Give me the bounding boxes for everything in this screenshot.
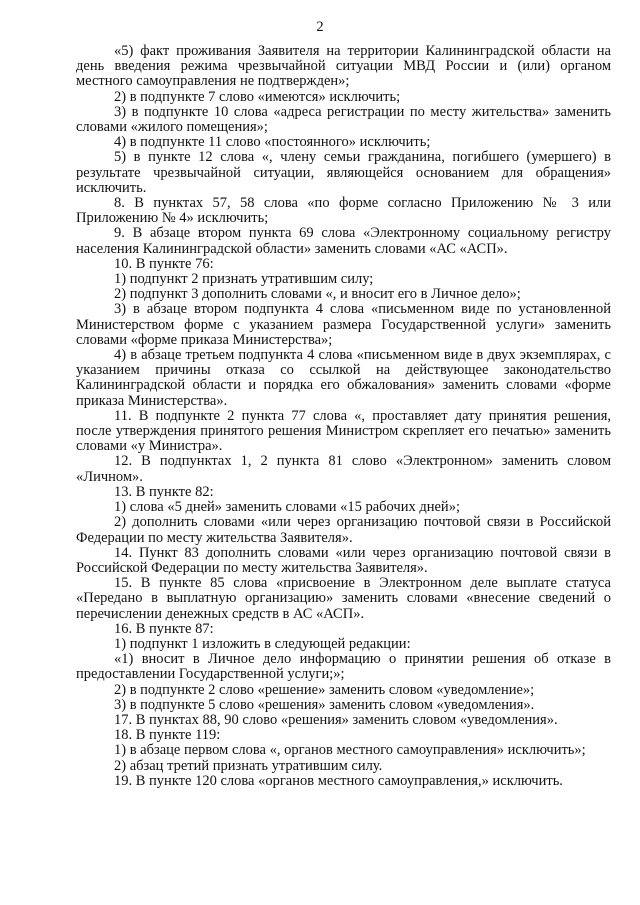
paragraph: «1) вносит в Личное дело информацию о принятии решения об отказе в предоставлении Государственной услуги;»; <box>76 651 611 683</box>
paragraph: 16. В пункте 87: <box>114 620 214 637</box>
paragraph: 11. В подпункте 2 пункта 77 слова «, проставляет дату принятия решения, после утверждения принятого решения Министром скрепляет его печатью» заменить словами «у Министра». <box>76 407 611 455</box>
paragraph: 10. В пункте 76: <box>114 255 214 272</box>
paragraph: 5) в пункте 12 слова «, члену семьи гражданина, погибшего (умершего) в результате чрезвычайной ситуации, являющейся основанием для обращения» исключить. <box>76 149 611 196</box>
paragraph: 2) дополнить словами «или через организацию почтовой связи в Российской Федерации по месту жительства Заявителя». <box>76 514 611 546</box>
document-body <box>76 44 611 789</box>
paragraph: «5) факт проживания Заявителя на территории Калининградской области на день введения режима чрезвычайной ситуации МВД России и (или) органом местного самоуправления не подтвержден»; <box>76 43 611 90</box>
paragraph: 1) слова «5 дней» заменить словами «15 рабочих дней»; <box>114 499 460 516</box>
paragraph: 15. В пункте 85 слова «присвоение в Электронном деле выплате статуса «Передано в выплатную организацию» заменить словами «внесение сведений о перечислении денежных средств в АС «АСП». <box>76 575 611 622</box>
paragraph: 4) в подпункте 11 слово «постоянного» исключить; <box>114 134 431 151</box>
paragraph: 3) в абзаце втором подпункта 4 слова «письменном виде по установленной Министерством форме с указанием размера Государственной услуги» заменить словами «форме приказа Министерства»; <box>76 301 611 348</box>
paragraph: 2) подпункт 3 дополнить словами «, и вносит его в Личное дело»; <box>114 286 521 303</box>
paragraph: 3) в подпункте 5 слово «решения» заменить словом «уведомления». <box>114 696 535 713</box>
paragraph: 1) подпункт 1 изложить в следующей редакции: <box>114 635 411 652</box>
paragraph: 4) в абзаце третьем подпункта 4 слова «письменном виде в двух экземплярах, с указанием причины отказа со ссылкой на действующее законодательство Калининградской области и порядка его обжалования» заменить словами «форме приказа Министерства». <box>76 347 611 409</box>
paragraph: 18. В пункте 119: <box>114 727 221 744</box>
paragraph: 2) в подпункте 7 слово «имеются» исключить; <box>114 88 401 105</box>
paragraph: 19. В пункте 120 слова «органов местного самоуправления,» исключить. <box>114 772 563 789</box>
paragraph: 8. В пунктах 57, 58 слова «по форме согласно Приложению № 3 или Приложению № 4» исключить; <box>76 195 611 227</box>
paragraph: 12. В подпунктах 1, 2 пункта 81 слово «Электронном» заменить словом «Личном». <box>76 453 611 485</box>
page-number: 2 <box>316 19 324 35</box>
paragraph: 14. Пункт 83 дополнить словами «или через организацию почтовой связи в Российской Федерации по месту жительства Заявителя». <box>76 544 611 576</box>
paragraph: 3) в подпункте 10 слова «адреса регистрации по месту жительства» заменить словами «жилого помещения»; <box>76 103 611 136</box>
paragraph: 9. В абзаце втором пункта 69 слова «Электронному социальному регистру населения Калининградской области» заменить словами «АС «АСП». <box>76 225 611 257</box>
paragraph: 2) в подпункте 2 слово «решение» заменить словом «уведомление»; <box>114 681 535 698</box>
paragraph: 13. В пункте 82: <box>114 483 214 500</box>
paragraph: 2) абзац третий признать утратившим силу. <box>114 757 383 774</box>
paragraph: 1) подпункт 2 признать утратившим силу; <box>114 271 374 288</box>
paragraph: 1) в абзаце первом слова «, органов местного самоуправления» исключить»; <box>114 742 586 759</box>
paragraph: 17. В пунктах 88, 90 слово «решения» заменить словом «уведомления». <box>114 711 558 728</box>
